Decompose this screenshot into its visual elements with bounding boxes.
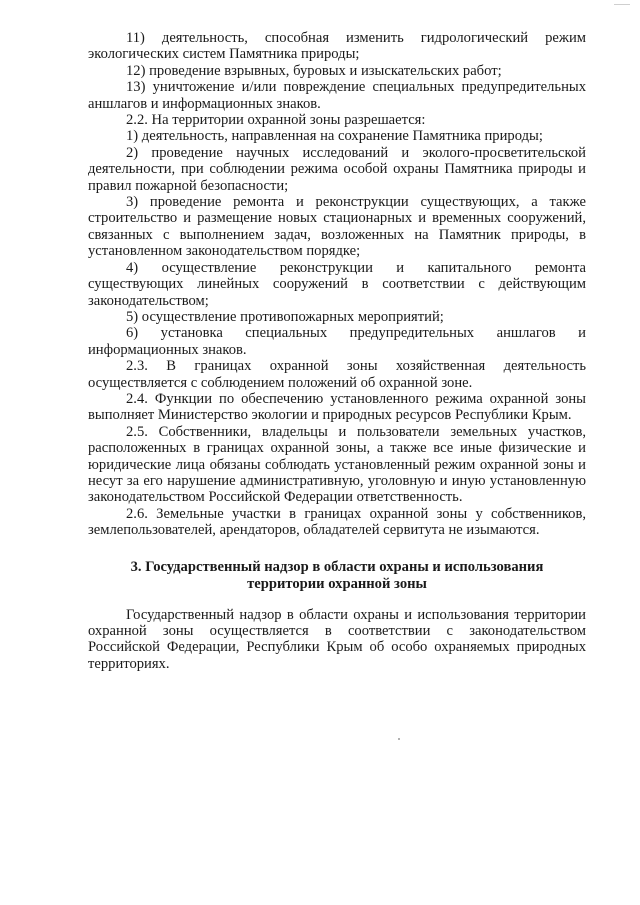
paragraph-2-2: 2.2. На территории охранной зоны разрешается: <box>126 112 426 129</box>
paragraph-2-5: 2.5. Собственники, владельцы и пользователи земельных участков, расположенных в границах охранной зоны, а также все иные физические и юридические лица обязаны соблюдать установленный режим охранной зоны и несут за его нарушение административную, уголовную и иную установленную законодательством Российской Федерации ответственность. <box>88 423 586 506</box>
scan-speck <box>398 738 400 740</box>
section-3-heading <box>88 559 586 593</box>
paragraph-2-2-item-4: 4) осуществление реконструкции и капитального ремонта существующих линейных сооружений в соответствии с действующим законодательством; <box>88 259 586 309</box>
paragraph-11: 11) деятельность, способная изменить гидрологический режим экологических систем Памятника природы; <box>88 30 586 63</box>
paragraph-2-6: 2.6. Земельные участки в границах охранной зоны у собственников, землепользователей, арендаторов, обладателей сервитута не изымаются. <box>88 505 586 539</box>
paragraph-2-2-item-6: 6) установка специальных предупредительных аншлагов и информационных знаков. <box>88 325 586 358</box>
paragraph-2-2-item-1: 1) деятельность, направленная на сохранение Памятника природы; <box>126 128 543 145</box>
section-3-heading-line-2: территории охранной зоны <box>247 575 427 592</box>
paragraph-12: 12) проведение взрывных, буровых и изыскательских работ; <box>126 62 502 79</box>
paragraph-2-4: 2.4. Функции по обеспечению установленного режима охранной зоны выполняет Министерство экологии и природных ресурсов Республики Крым. <box>88 390 586 424</box>
paragraph-13: 13) уничтожение и/или повреждение специальных предупредительных аншлагов и информационных знаков. <box>88 79 586 112</box>
scan-corner-mark <box>614 4 630 5</box>
section-3-heading-line-1: 3. Государственный надзор в области охраны и использования <box>130 558 544 575</box>
document-body <box>88 30 586 672</box>
paragraph-2-2-item-2: 2) проведение научных исследований и эколого-просветительской деятельности, при соблюдении режима особой охраны Памятника природы и правил пожарной безопасности; <box>88 144 586 194</box>
paragraph-2-2-item-5: 5) осуществление противопожарных мероприятий; <box>126 308 444 325</box>
section-3-body: Государственный надзор в области охраны и использования территории охранной зоны осуществляется в соответствии с законодательством Российской Федерации, Республики Крым об особо охраняемых природных территориях. <box>88 606 586 672</box>
paragraph-2-3: 2.3. В границах охранной зоны хозяйственная деятельность осуществляется с соблюдением положений об охранной зоне. <box>88 358 586 391</box>
paragraph-2-2-item-3: 3) проведение ремонта и реконструкции существующих, а также строительство и размещение новых стационарных и временных сооружений, связанных с выполнением задач, возложенных на Памятник природы, в установленном законодательством порядке; <box>88 194 586 260</box>
